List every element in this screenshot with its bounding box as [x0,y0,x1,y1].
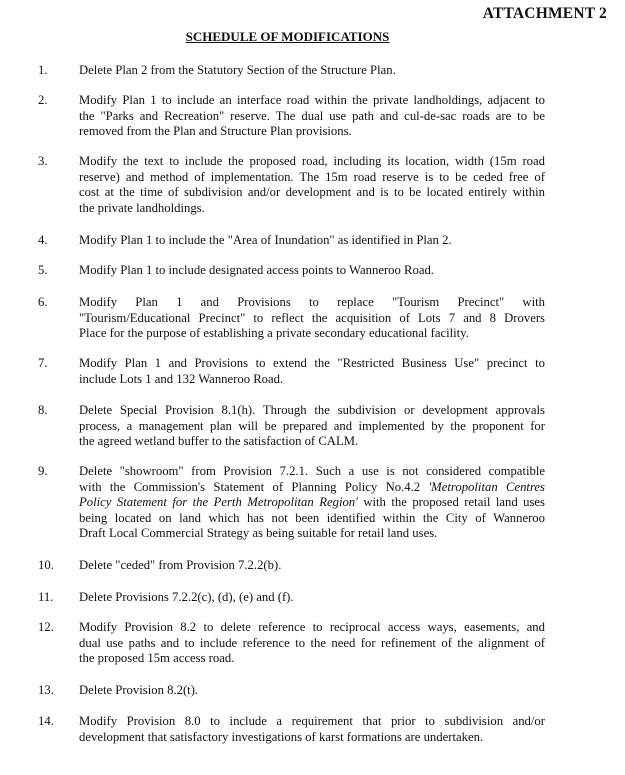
item-line: Place for the purpose of establishing a private secondary educational facility. [79,326,469,341]
item-number: 5. [38,263,48,277]
item-number: 7. [38,356,48,370]
document-title: SCHEDULE OF MODIFICATIONS [185,29,390,44]
item-number: 2. [38,93,48,107]
item-text [79,464,545,542]
item-line: Delete Provision 8.2(t). [79,683,199,697]
item-line: dual use paths and to include reference to the need for refinement of the alignment of [79,635,545,650]
item-text [79,620,545,667]
item-line: the proposed 15m access road. [79,651,235,666]
item-line: include Lots 1 and 132 Wanneroo Road. [79,371,284,386]
item-text [79,233,545,249]
item-text [79,356,545,387]
item-line: being located on land which has not been identified within the City of Wanneroo [79,510,545,525]
item-text [79,403,545,450]
item-line: cost at the time of subdivision and/or development and is to be located entirely within [79,185,545,200]
item-line: Modify Plan 1 to include designated access points to Wanneroo Road. [79,263,434,277]
item-line: the "Parks and Recreation" reserve. The dual use path and cul-de-sac roads are to be [79,108,545,123]
item-text [79,683,545,699]
item-number: 4. [38,233,48,247]
item-number: 1. [38,63,48,77]
item-number: 13. [38,683,54,697]
item-line: Delete "showroom" from Provision 7.2.1. Such a use is not considered compatible [79,464,545,478]
item-text [79,295,545,342]
item-text [79,93,545,140]
item-line: reserve) and method of implementation. The 15m road reserve is to be ceded free of [79,169,545,184]
item-line: the agreed wetland buffer to the satisfaction of CALM. [79,434,359,449]
item-number: 11. [38,590,54,604]
item-line: Modify Plan 1 to include an interface road within the private landholdings, adjacent to [79,93,545,107]
item-line: Delete "ceded" from Provision 7.2.2(b). [79,558,282,572]
item-text [79,590,545,606]
item-number: 3. [38,154,48,168]
item-line: Modify the text to include the proposed road, including its location, width (15m road [79,154,545,168]
item-number: 8. [38,403,48,417]
item-line: Modify Plan 1 and Provisions to extend the "Restricted Business Use" precinct to [79,356,545,370]
item-line: with the Commission's Statement of Planning Policy No.4.2 'Metropolitan Centres [79,479,545,494]
item-line: process, a management plan will be prepared and implemented by the proponent for [79,418,545,433]
item-text [79,63,545,79]
item-line: Modify Plan 1 and Provisions to replace "Tourism Precinct" with [79,295,545,309]
item-line: Policy Statement for the Perth Metropolitan Region' with the proposed retail land uses [79,495,545,510]
item-line: "Tourism/Educational Precinct" to reflect the acquisition of Lots 7 and 8 Drovers [79,310,545,325]
item-line: the private landholdings. [79,200,205,215]
item-line: development that satisfactory investigations of karst formations are undertaken. [79,729,484,744]
item-text [79,714,545,745]
item-line: Delete Provisions 7.2.2(c), (d), (e) and (f). [79,590,294,604]
item-number: 12. [38,620,54,634]
item-number: 14. [38,714,54,728]
item-line: Modify Provision 8.2 to delete reference to reciprocal access ways, easements, and [79,620,545,634]
item-line: Modify Provision 8.0 to include a requirement that prior to subdivision and/or [79,714,545,728]
item-number: 10. [38,558,54,572]
item-line: Delete Plan 2 from the Statutory Section of the Structure Plan. [79,63,396,77]
item-number: 9. [38,464,48,478]
item-line: Draft Local Commercial Strategy as being suitable for retail land uses. [79,526,438,541]
item-line: Modify Plan 1 to include the "Area of Inundation" as identified in Plan 2. [79,233,452,247]
item-number: 6. [38,295,48,309]
item-text [79,558,545,574]
item-text [79,154,545,216]
item-line: Delete Special Provision 8.1(h). Through the subdivision or development approvals [79,403,545,417]
item-text [79,263,545,279]
attachment-label: ATTACHMENT 2 [482,5,607,22]
item-line: removed from the Plan and Structure Plan provisions. [79,124,352,139]
